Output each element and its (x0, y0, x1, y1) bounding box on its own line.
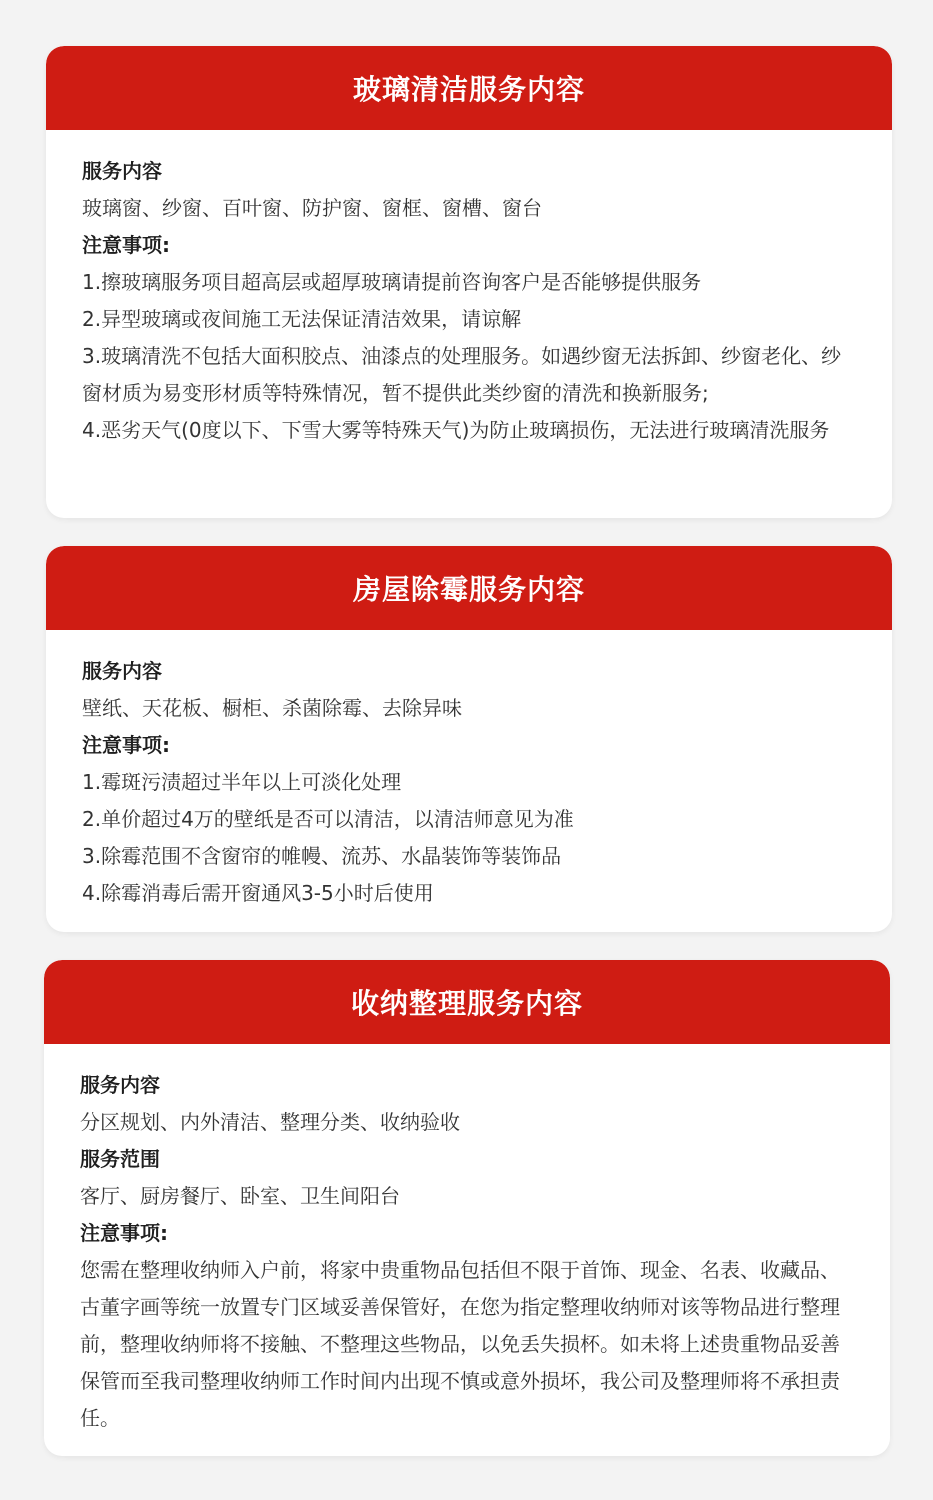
glass-cleaning-body (46, 130, 892, 449)
note-item: 4.恶劣天气(0度以下、下雪大雾等特殊天气)为防止玻璃损伤，无法进行玻璃清洗服务 (82, 418, 830, 442)
service-scope-text: 客厅、厨房餐厅、卧室、卫生间阳台 (80, 1184, 400, 1208)
service-content-label: 服务内容 (80, 1073, 160, 1097)
glass-cleaning-title: 玻璃清洁服务内容 (46, 46, 892, 130)
service-content-label: 服务内容 (82, 659, 162, 683)
service-content-label: 服务内容 (82, 159, 162, 183)
storage-organization-body (44, 1044, 890, 1437)
note-item: 3.玻璃清洗不包括大面积胶点、油漆点的处理服务。如遇纱窗无法拆卸、纱窗老化、纱窗材质为易变形材质等特殊情况，暂不提供此类纱窗的清洗和换新服务; (82, 344, 842, 405)
notes-paragraph: 您需在整理收纳师入户前，将家中贵重物品包括但不限于首饰、现金、名表、收藏品、古董字画等统一放置专门区域妥善保管好，在您为指定整理收纳师对该等物品进行整理前，整理收纳师将不接触、不整理这些物品，以免丢失损杯。如未将上述贵重物品妥善保管而至我司整理收纳师工作时间内出现不慎或意外损坏，我公司及整理师将不承担责任。 (80, 1258, 840, 1430)
glass-cleaning-card (46, 46, 892, 518)
mold-removal-title: 房屋除霉服务内容 (46, 546, 892, 630)
notes-label: 注意事项: (82, 233, 170, 257)
notes-label: 注意事项: (82, 733, 170, 757)
note-item: 3.除霉范围不含窗帘的帷幔、流苏、水晶装饰等装饰品 (82, 844, 562, 868)
note-item: 2.异型玻璃或夜间施工无法保证清洁效果，请谅解 (82, 307, 522, 331)
note-item: 1.霉斑污渍超过半年以上可淡化处理 (82, 770, 402, 794)
service-scope-label: 服务范围 (80, 1147, 160, 1171)
mold-removal-card (46, 546, 892, 932)
service-content-text: 壁纸、天花板、橱柜、杀菌除霉、去除异味 (82, 696, 462, 720)
mold-removal-body (46, 630, 892, 912)
service-content-text: 分区规划、内外清洁、整理分类、收纳验收 (80, 1110, 460, 1134)
note-item: 4.除霉消毒后需开窗通风3-5小时后使用 (82, 881, 434, 905)
notes-label: 注意事项: (80, 1221, 168, 1245)
note-item: 1.擦玻璃服务项目超高层或超厚玻璃请提前咨询客户是否能够提供服务 (82, 270, 702, 294)
storage-organization-title: 收纳整理服务内容 (44, 960, 890, 1044)
storage-organization-card (44, 960, 890, 1456)
service-content-text: 玻璃窗、纱窗、百叶窗、防护窗、窗框、窗槽、窗台 (82, 196, 542, 220)
note-item: 2.单价超过4万的壁纸是否可以清洁，以清洁师意见为准 (82, 807, 574, 831)
